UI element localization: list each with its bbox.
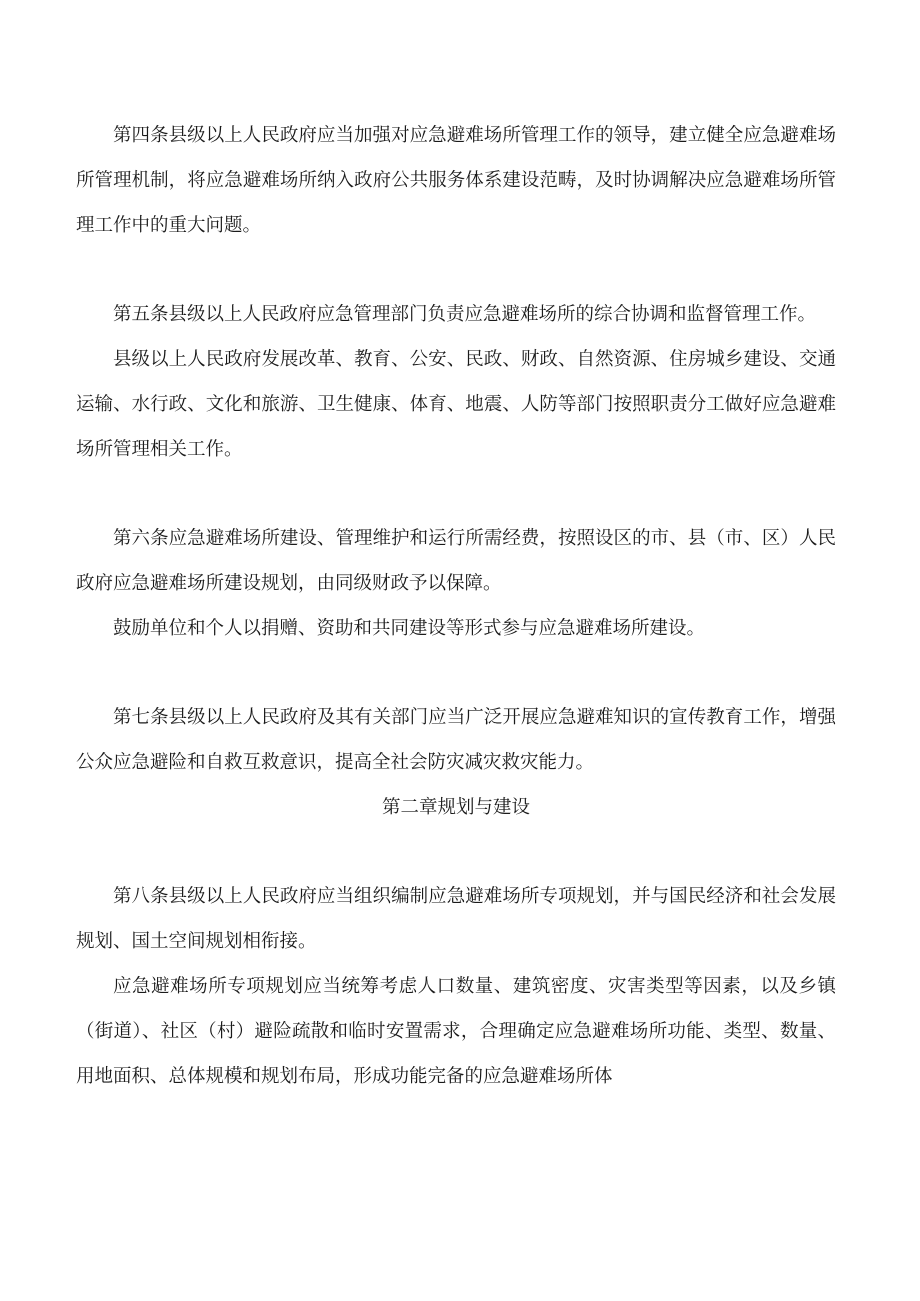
article-4-paragraph: 第四条县级以上人民政府应当加强对应急避难场所管理工作的领导，建立健全应急避难场所管理机制，将应急避难场所纳入政府公共服务体系建设范畴，及时协调解决应急避难场所管理工作中的重大问题。 bbox=[76, 125, 836, 236]
chapter-title: 第二章规划与建设 bbox=[381, 797, 530, 818]
article-8-planning-paragraph: 应急避难场所专项规划应当统筹考虑人口数量、建筑密度、灾害类型等因素，以及乡镇（街道）、社区（村）避险疏散和临时安置需求，合理确定应急避难场所功能、类型、数量、用地面积、总体规模和规划布局，形成功能完备的应急避难场所体 bbox=[76, 976, 836, 1087]
article-8-paragraph: 第八条县级以上人民政府应当组织编制应急避难场所专项规划，并与国民经济和社会发展规划、国土空间规划相衔接。 bbox=[76, 886, 836, 952]
article-5-paragraph: 第五条县级以上人民政府应急管理部门负责应急避难场所的综合协调和监督管理工作。 bbox=[113, 304, 817, 325]
article-6-encourage-paragraph: 鼓励单位和个人以捐赠、资助和共同建设等形式参与应急避难场所建设。 bbox=[113, 618, 706, 639]
document-body bbox=[76, 113, 836, 1099]
article-6-paragraph: 第六条应急避难场所建设、管理维护和运行所需经费，按照设区的市、县（市、区）人民政府应急避难场所建设规划，由同级财政予以保障。 bbox=[76, 528, 836, 594]
article-7-paragraph: 第七条县级以上人民政府及其有关部门应当广泛开展应急避难知识的宣传教育工作，增强公众应急避险和自救互救意识，提高全社会防灾减灾救灾能力。 bbox=[76, 707, 836, 773]
article-5-departments-paragraph: 县级以上人民政府发展改革、教育、公安、民政、财政、自然资源、住房城乡建设、交通运输、水行政、文化和旅游、卫生健康、体育、地震、人防等部门按照职责分工做好应急避难场所管理相关工作。 bbox=[76, 349, 836, 460]
